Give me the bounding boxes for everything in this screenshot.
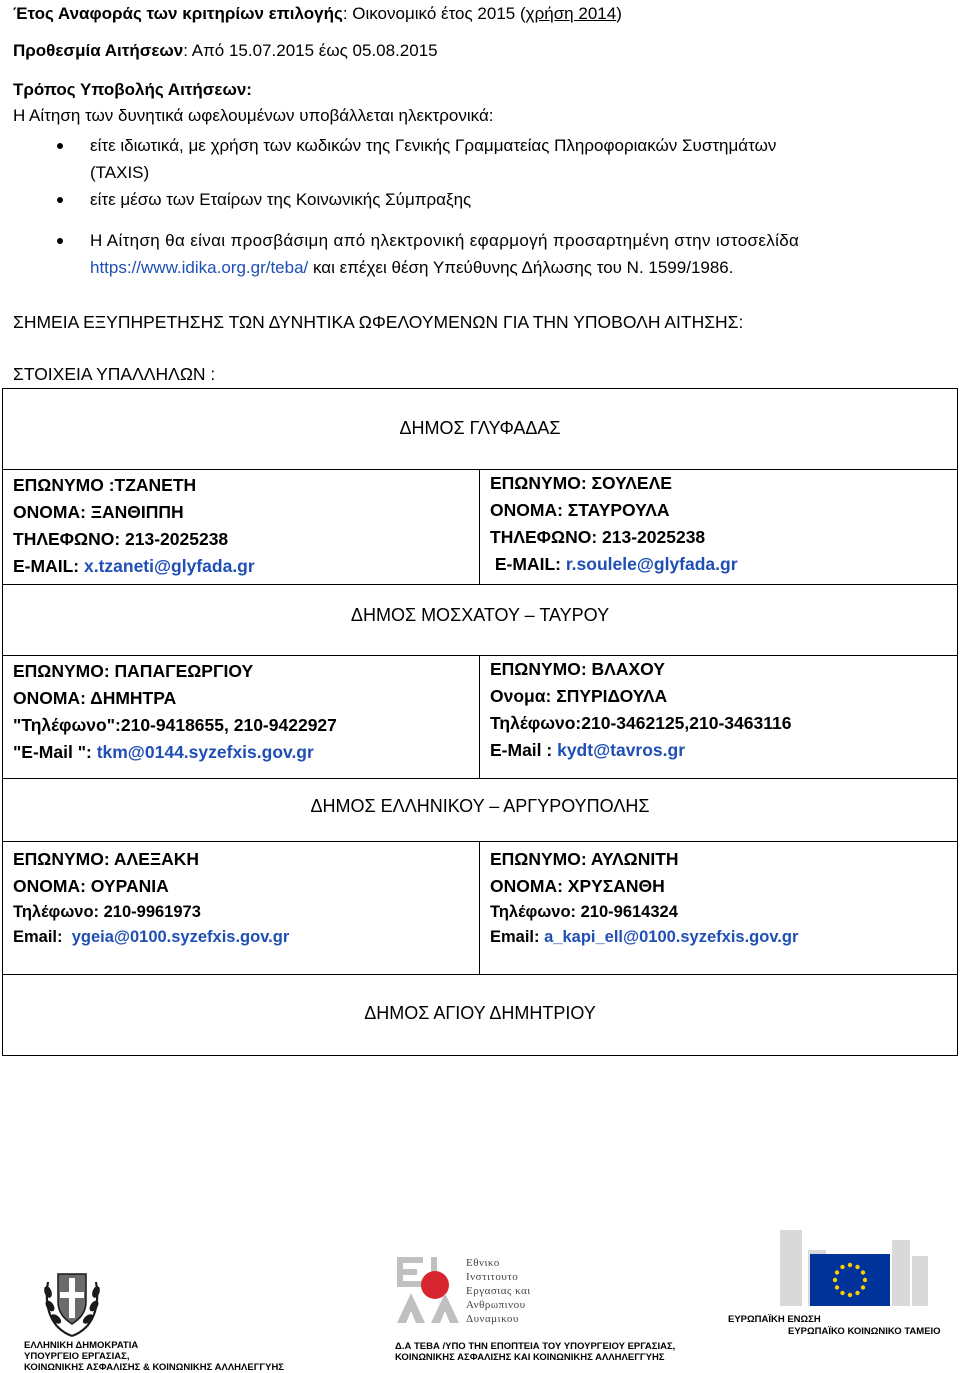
eu-star-icon xyxy=(835,1285,839,1289)
eu-star-icon xyxy=(855,1265,859,1269)
bullet2: είτε μέσω των Εταίρων της Κοινωνικής Σύμπραξης xyxy=(90,190,472,209)
eu-star-icon xyxy=(861,1270,865,1274)
municipality-name: ΔΗΜΟΣ ΓΛΥΦΑΔΑΣ xyxy=(399,418,561,438)
european-union-flag-icon xyxy=(780,1230,928,1306)
first-name: ΟΝΟΜΑ: ΧΡΥΣΑΝΘΗ xyxy=(490,876,665,896)
eu-star-icon xyxy=(863,1278,867,1282)
submission-heading: Τρόπος Υποβολής Αιτήσεων: xyxy=(13,80,252,99)
bullet3-line1: Η Αίτηση θα είναι προσβάσιμη από ηλεκτρονική εφαρμογή προσαρτημένη στην ιστοσελίδα xyxy=(90,231,800,250)
bullet3-line2 xyxy=(90,258,733,278)
phone: Τηλέφωνο: 210-9961973 xyxy=(13,903,201,921)
surname: ΕΠΩΝΥΜΟ: ΑΥΛΩΝΙΤΗ xyxy=(490,849,679,869)
staff-card xyxy=(3,470,480,585)
first-name: ΟΝΟΜΑ: ΣΤΑΥΡΟΥΛΑ xyxy=(490,500,670,520)
surname: ΕΠΩΝΥΜΟ: ΑΛΕΞΑΚΗ xyxy=(13,849,200,869)
surname: ΕΠΩΝΥΜΟ: ΒΛΑΧΟΥ xyxy=(490,659,665,679)
email-row: E-Mail : kydt@tavros.gr xyxy=(490,740,686,760)
managing-authority-text: Δ.Α ΤΕΒΑ /ΥΠΟ ΤΗΝ ΕΠΟΠΤΕΙΑ ΤΟΥ ΥΠΟΥΡΓΕΙΟΥ ΕΡΓΑΣΙΑΣ, ΚΟΙΝΩΝΙΚΗΣ ΑΣΦΑΛΙΣΗΣ ΚΑΙ ΚΟΙΝΩΝΙΚΗΣ ΑΛΛΗΛΕΓΓΥΗΣ xyxy=(395,1341,676,1363)
first-name: ΟΝΟΜΑ: ΟΥΡΑΝΙΑ xyxy=(13,876,169,896)
staff-row xyxy=(3,656,958,779)
idika-link[interactable]: https://www.idika.org.gr/teba/ xyxy=(90,258,309,277)
phone: ΤΗΛΕΦΩΝΟ: 213-2025238 xyxy=(490,527,706,547)
deadline-label: Προθεσμία Αιτήσεων xyxy=(13,41,184,60)
staff-heading: ΣΤΟΙΧΕΙΑ ΥΠΑΛΛΗΛΩΝ : xyxy=(13,364,216,384)
greek-coat-of-arms-icon xyxy=(40,1262,104,1340)
surname: ΕΠΩΝΥΜΟ: ΣΟΥΛΕΛΕ xyxy=(490,473,672,493)
eu-star-icon xyxy=(848,1263,852,1267)
phone: Τηλέφωνο:210-3462125,210-3463116 xyxy=(490,713,792,733)
bullet-icon xyxy=(57,143,63,149)
eu-star-icon xyxy=(835,1270,839,1274)
service-points-heading: ΣΗΜΕΙΑ ΕΞΥΠΗΡΕΤΗΣΗΣ ΤΩΝ ΔΥΝΗΤΙΚΑ ΩΦΕΛΟΥΜΕΝΩΝ ΓΙΑ ΤΗΝ ΥΠΟΒΟΛΗ ΑΙΤΗΣΗΣ: xyxy=(13,312,744,332)
surname: ΕΠΩΝΥΜΟ: ΠΑΠΑΓΕΩΡΓΙΟΥ xyxy=(13,661,254,681)
municipality-row xyxy=(3,975,958,1056)
greek-republic-text: ΕΛΛΗΝΙΚΗ ΔΗΜΟΚΡΑΤΙΑ ΥΠΟΥΡΓΕΙΟ ΕΡΓΑΣΙΑΣ, ΚΟΙΝΩΝΙΚΗΣ ΑΣΦΑΛΙΣΗΣ & ΚΟΙΝΩΝΙΚΗΣ ΑΛΛΗΛΕΓΓΥΗΣ xyxy=(24,1340,285,1373)
bullet-icon xyxy=(57,238,63,244)
bullet1-line2: (TAXIS) xyxy=(90,163,150,182)
email-link[interactable]: r.soulele@glyfada.gr xyxy=(565,554,738,574)
eu-star-icon xyxy=(848,1293,852,1297)
staff-table xyxy=(2,388,958,1056)
reference-year-usage: χρήση 2014 xyxy=(525,4,617,23)
staff-card xyxy=(480,842,958,975)
email-link[interactable]: kydt@tavros.gr xyxy=(557,740,686,760)
deadline-line xyxy=(13,41,438,61)
reference-year-value: : Οικονομικό έτος 2015 ( xyxy=(342,4,526,23)
first-name: Ονομα: ΣΠΥΡΙΔΟΥΛΑ xyxy=(490,686,668,706)
first-name: ΟΝΟΜΑ: ΞΑΝΘΙΠΠΗ xyxy=(13,502,184,522)
staff-card xyxy=(3,842,480,975)
municipality-name: ΔΗΜΟΣ ΕΛΛΗΝΙΚΟΥ – ΑΡΓΥΡΟΥΠΟΛΗΣ xyxy=(310,796,650,816)
municipality-name: ΔΗΜΟΣ ΑΓΙΟΥ ΔΗΜΗΤΡΙΟΥ xyxy=(364,1003,596,1023)
municipality-row xyxy=(3,389,958,470)
eu-star-icon xyxy=(840,1265,844,1269)
eiead-name-text: Εθνικο Ινστιτουτο Εργασιας και Ανθρωπινου Δυναμικου xyxy=(466,1257,531,1325)
phone: ΤΗΛΕΦΩΝΟ: 213-2025238 xyxy=(13,529,229,549)
eu-star-icon xyxy=(861,1285,865,1289)
first-name: ΟΝΟΜΑ: ΔΗΜΗΤΡΑ xyxy=(13,688,177,708)
email-row: Email: ygeia@0100.syzefxis.gov.gr xyxy=(13,928,290,946)
bullet1-line1: είτε ιδιωτικά, με χρήση των κωδικών της Γενικής Γραμματείας Πληροφοριακών Συστημάτων xyxy=(90,136,777,155)
bullet-icon xyxy=(57,197,63,203)
eiead-logo-icon xyxy=(395,1255,461,1325)
surname: ΕΠΩΝΥΜΟ :ΤΖΑΝΕΤΗ xyxy=(13,475,197,495)
email-row: Email: a_kapi_ell@0100.syzefxis.gov.gr xyxy=(490,928,799,946)
email-row: E-MAIL: r.soulele@glyfada.gr xyxy=(490,554,738,574)
submission-intro: Η Αίτηση των δυνητικά ωφελουμένων υποβάλλεται ηλεκτρονικά: xyxy=(13,106,494,125)
deadline-value: : Από 15.07.2015 έως 05.08.2015 xyxy=(183,41,438,60)
eu-text: ΕΥΡΩΠΑΪΚΗ ΕΝΩΣΗ ΕΥΡΩΠΑΪΚΟ ΚΟΙΝΩΝΙΚΟ ΤΑΜΕΙΟ xyxy=(728,1314,941,1337)
reference-year-line: Έτος Αναφοράς των κριτηρίων επιλογής: Οικονομικό έτος 2015 (χρήση 2014) xyxy=(13,4,622,23)
staff-card xyxy=(480,470,958,585)
bullet3-rest: και επέχει θέση Υπεύθυνης Δήλωσης του Ν. 1599/1986. xyxy=(308,258,734,277)
reference-year-label: Έτος Αναφοράς των κριτηρίων επιλογής xyxy=(13,4,343,23)
eu-star-icon xyxy=(840,1291,844,1295)
phone: "Τηλέφωνο":210-9418655, 210-9422927 xyxy=(13,715,337,735)
staff-card xyxy=(480,656,958,779)
email-link[interactable]: x.tzaneti@glyfada.gr xyxy=(83,556,255,576)
email-link[interactable]: a_kapi_ell@0100.syzefxis.gov.gr xyxy=(544,928,799,946)
staff-card xyxy=(3,656,480,779)
municipality-row xyxy=(3,585,958,656)
email-link[interactable]: ygeia@0100.syzefxis.gov.gr xyxy=(71,928,290,946)
phone: Τηλέφωνο: 210-9614324 xyxy=(490,903,678,921)
staff-row xyxy=(3,470,958,585)
municipality-row xyxy=(3,779,958,842)
email-row: E-MAIL: x.tzaneti@glyfada.gr xyxy=(13,556,255,576)
eu-star-icon xyxy=(855,1291,859,1295)
email-row: "E-Mail ": tkm@0144.syzefxis.gov.gr xyxy=(13,742,314,762)
email-link[interactable]: tkm@0144.syzefxis.gov.gr xyxy=(96,742,314,762)
eu-star-icon xyxy=(833,1278,837,1282)
municipality-name: ΔΗΜΟΣ ΜΟΣΧΑΤΟΥ – ΤΑΥΡΟΥ xyxy=(350,605,610,625)
staff-row xyxy=(3,842,958,975)
